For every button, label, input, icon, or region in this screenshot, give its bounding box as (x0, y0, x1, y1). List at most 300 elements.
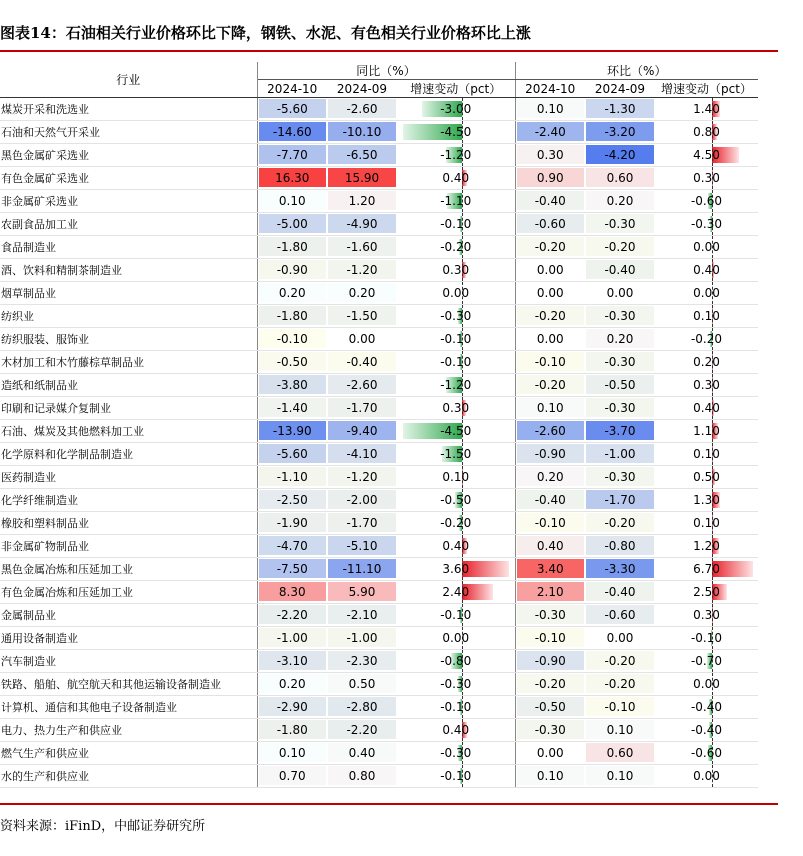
table-row (0, 489, 758, 512)
yoy-10-cell (257, 627, 327, 650)
yoy-change-header: 增速变动（pct） (397, 80, 515, 98)
industry-cell: 非金属矿物制品业 (0, 535, 257, 558)
yoy-10-cell (257, 328, 327, 351)
mom-chg-cell (655, 719, 758, 742)
cell-value: -0.40 (346, 355, 378, 369)
cell-value: 0.30 (442, 401, 470, 415)
yoy-chg-cell (397, 374, 515, 397)
table-row (0, 305, 758, 328)
cell-value: -1.20 (346, 470, 378, 484)
cell-value: 0.00 (693, 286, 720, 300)
cell-value: -0.90 (276, 263, 308, 277)
yoy-10-cell (257, 374, 327, 397)
industry-cell: 烟草制品业 (0, 282, 257, 305)
cell-value: -1.70 (346, 401, 378, 415)
cell-value: -0.20 (604, 654, 636, 668)
cell-value: -1.70 (604, 493, 636, 507)
cell-value: -1.50 (346, 309, 378, 323)
cell-value: 0.80 (693, 125, 720, 139)
cell-value: 0.40 (536, 539, 564, 553)
yoy-2024-09-header: 2024-09 (327, 80, 397, 98)
cell-value: 5.90 (348, 585, 376, 599)
cell-value: 0.50 (348, 677, 376, 691)
mom-chg-cell (655, 397, 758, 420)
yoy-10-cell (257, 420, 327, 443)
mom-10-cell (515, 236, 585, 259)
mom-chg-cell (655, 466, 758, 489)
cell-value: 0.50 (693, 470, 720, 484)
yoy-10-cell (257, 604, 327, 627)
cell-value: -3.10 (276, 654, 308, 668)
yoy-10-cell (257, 489, 327, 512)
cell-value: 0.10 (693, 309, 720, 323)
mom-chg-cell (655, 328, 758, 351)
cell-value: -0.10 (604, 700, 636, 714)
cell-value: -2.40 (534, 125, 566, 139)
industry-cell: 有色金属冶炼和压延加工业 (0, 581, 257, 604)
mom-10-cell (515, 282, 585, 305)
cell-value: 0.00 (693, 769, 720, 783)
yoy-chg-cell (397, 259, 515, 282)
cell-value: 0.00 (606, 286, 634, 300)
cell-value: -5.10 (346, 539, 378, 553)
cell-value: 0.20 (278, 677, 306, 691)
yoy-10-cell (257, 167, 327, 190)
table-row (0, 259, 758, 282)
yoy-10-cell (257, 696, 327, 719)
mom-10-cell (515, 604, 585, 627)
yoy-chg-cell (397, 581, 515, 604)
mom-10-cell (515, 190, 585, 213)
cell-value: -0.40 (690, 700, 723, 714)
table-row (0, 673, 758, 696)
mom-10-cell (515, 696, 585, 719)
cell-value: -0.50 (276, 355, 308, 369)
cell-value: -0.30 (604, 470, 636, 484)
cell-value: -0.60 (604, 608, 636, 622)
cell-value: 0.10 (278, 194, 306, 208)
cell-value: 0.20 (278, 286, 306, 300)
cell-value: -1.80 (276, 723, 308, 737)
mom-10-cell (515, 650, 585, 673)
cell-value: 0.00 (536, 332, 564, 346)
yoy-10-cell (257, 190, 327, 213)
cell-value: -4.70 (276, 539, 308, 553)
cell-value: -0.30 (440, 677, 472, 691)
cell-value: 1.20 (693, 539, 720, 553)
mom-chg-cell (655, 604, 758, 627)
cell-value: 0.10 (442, 470, 470, 484)
cell-value: 1.10 (693, 424, 720, 438)
mom-09-cell (585, 213, 655, 236)
mom-chg-cell (655, 742, 758, 765)
cell-value: 0.00 (693, 677, 720, 691)
cell-value: -1.50 (440, 447, 472, 461)
yoy-10-cell (257, 765, 327, 788)
mom-09-cell (585, 351, 655, 374)
cell-value: 0.20 (536, 470, 564, 484)
industry-cell: 纺织业 (0, 305, 257, 328)
cell-value: -10.10 (342, 125, 382, 139)
cell-value: -2.20 (346, 723, 378, 737)
cell-value: 2.40 (442, 585, 470, 599)
cell-value: -0.10 (440, 355, 472, 369)
cell-value: -0.20 (534, 677, 566, 691)
table-row (0, 604, 758, 627)
mom-09-cell (585, 558, 655, 581)
table-body (0, 98, 758, 788)
cell-value: -1.70 (346, 516, 378, 530)
cell-value: -1.80 (276, 309, 308, 323)
mom-header: 环比（%） (515, 62, 758, 80)
cell-value: 0.40 (693, 263, 720, 277)
cell-value: -3.80 (276, 378, 308, 392)
mom-10-cell (515, 765, 585, 788)
cell-value: -5.00 (276, 217, 308, 231)
yoy-09-cell (327, 351, 397, 374)
industry-cell: 金属制品业 (0, 604, 257, 627)
cell-value: -1.30 (604, 102, 636, 116)
industry-cell: 木材加工和木竹藤棕草制品业 (0, 351, 257, 374)
yoy-10-cell (257, 236, 327, 259)
cell-value: -0.40 (604, 585, 636, 599)
mom-09-cell (585, 627, 655, 650)
table-row (0, 282, 758, 305)
mom-chg-cell (655, 144, 758, 167)
cell-value: -1.80 (276, 240, 308, 254)
yoy-09-cell (327, 604, 397, 627)
cell-value: -2.90 (276, 700, 308, 714)
yoy-chg-cell (397, 512, 515, 535)
cell-value: 0.10 (606, 723, 634, 737)
cell-value: -0.10 (440, 769, 472, 783)
cell-value: -3.30 (604, 562, 636, 576)
cell-value: -1.60 (346, 240, 378, 254)
cell-value: -0.60 (690, 194, 723, 208)
yoy-chg-cell (397, 190, 515, 213)
mom-09-cell (585, 604, 655, 627)
cell-value: -0.90 (534, 447, 566, 461)
yoy-chg-cell (397, 236, 515, 259)
mom-09-cell (585, 719, 655, 742)
cell-value: -0.30 (440, 309, 472, 323)
cell-value: 0.10 (606, 769, 634, 783)
mom-chg-cell (655, 765, 758, 788)
cell-value: -0.50 (604, 378, 636, 392)
industry-cell: 酒、饮料和精制茶制造业 (0, 259, 257, 282)
cell-value: 3.40 (536, 562, 564, 576)
cell-value: -0.10 (440, 700, 472, 714)
table-row (0, 121, 758, 144)
yoy-09-cell (327, 765, 397, 788)
yoy-chg-cell (397, 167, 515, 190)
price-table (0, 62, 758, 788)
mom-09-cell (585, 236, 655, 259)
table-row (0, 742, 758, 765)
cell-value: 0.00 (536, 263, 564, 277)
industry-cell: 石油、煤炭及其他燃料加工业 (0, 420, 257, 443)
yoy-09-cell (327, 489, 397, 512)
cell-value: 0.30 (442, 263, 470, 277)
cell-value: -0.20 (534, 240, 566, 254)
mom-10-cell (515, 535, 585, 558)
cell-value: -0.20 (604, 677, 636, 691)
yoy-09-cell (327, 558, 397, 581)
table-row (0, 535, 758, 558)
cell-value: 0.00 (536, 746, 564, 760)
industry-cell: 铁路、船舶、航空航天和其他运输设备制造业 (0, 673, 257, 696)
table-row (0, 765, 758, 788)
cell-value: 1.30 (693, 493, 720, 507)
mom-chg-cell (655, 305, 758, 328)
cell-value: -2.10 (346, 608, 378, 622)
yoy-chg-cell (397, 719, 515, 742)
mom-chg-cell (655, 98, 758, 121)
mom-10-cell (515, 558, 585, 581)
industry-cell: 黑色金属矿采选业 (0, 144, 257, 167)
cell-value: 0.10 (693, 516, 720, 530)
cell-value: 0.10 (536, 102, 564, 116)
cell-value: 0.10 (278, 746, 306, 760)
yoy-chg-cell (397, 397, 515, 420)
cell-value: -6.50 (346, 148, 378, 162)
industry-cell: 通用设备制造业 (0, 627, 257, 650)
cell-value: -4.20 (604, 148, 636, 162)
yoy-09-cell (327, 650, 397, 673)
mom-10-cell (515, 673, 585, 696)
cell-value: 0.30 (693, 608, 720, 622)
industry-cell: 计算机、通信和其他电子设备制造业 (0, 696, 257, 719)
mom-chg-cell (655, 581, 758, 604)
industry-cell: 燃气生产和供应业 (0, 742, 257, 765)
cell-value: -4.10 (346, 447, 378, 461)
yoy-09-cell (327, 305, 397, 328)
cell-value: -1.10 (276, 470, 308, 484)
yoy-09-cell (327, 190, 397, 213)
yoy-10-cell (257, 282, 327, 305)
yoy-10-cell (257, 650, 327, 673)
mom-10-cell (515, 144, 585, 167)
mom-chg-cell (655, 167, 758, 190)
cell-value: 0.00 (442, 286, 470, 300)
mom-10-cell (515, 742, 585, 765)
mom-09-cell (585, 765, 655, 788)
industry-cell: 印刷和记录媒介复制业 (0, 397, 257, 420)
title-divider (0, 50, 778, 52)
cell-value: -2.20 (276, 608, 308, 622)
cell-value: 0.40 (693, 401, 720, 415)
table-row (0, 374, 758, 397)
cell-value: -0.10 (534, 631, 566, 645)
cell-value: -0.30 (604, 401, 636, 415)
yoy-chg-cell (397, 282, 515, 305)
cell-value: -0.10 (440, 332, 472, 346)
mom-09-cell (585, 328, 655, 351)
industry-cell: 非金属矿采选业 (0, 190, 257, 213)
table-row (0, 719, 758, 742)
yoy-chg-cell (397, 98, 515, 121)
yoy-09-cell (327, 259, 397, 282)
cell-value: 0.10 (693, 447, 720, 461)
yoy-10-cell (257, 512, 327, 535)
yoy-chg-cell (397, 558, 515, 581)
cell-value: -0.30 (534, 723, 566, 737)
cell-value: -0.20 (534, 378, 566, 392)
mom-09-cell (585, 397, 655, 420)
yoy-10-cell (257, 558, 327, 581)
yoy-09-cell (327, 673, 397, 696)
mom-10-cell (515, 213, 585, 236)
table-row (0, 581, 758, 604)
yoy-10-cell (257, 742, 327, 765)
table-row (0, 558, 758, 581)
cell-value: 0.20 (606, 194, 634, 208)
mom-chg-cell (655, 259, 758, 282)
table-title: 图表14：石油相关行业价格环比下降，钢铁、水泥、有色相关行业价格环比上涨 (0, 24, 531, 42)
cell-value: 0.00 (693, 240, 720, 254)
cell-value: -0.50 (534, 700, 566, 714)
cell-value: -0.20 (690, 332, 723, 346)
yoy-09-cell (327, 581, 397, 604)
cell-value: -3.00 (440, 102, 472, 116)
cell-value: -0.30 (604, 355, 636, 369)
yoy-chg-cell (397, 121, 515, 144)
cell-value: -3.70 (604, 424, 636, 438)
yoy-chg-cell (397, 650, 515, 673)
mom-chg-cell (655, 558, 758, 581)
table-row (0, 213, 758, 236)
table-row (0, 98, 758, 121)
cell-value: -0.30 (440, 746, 472, 760)
mom-10-cell (515, 466, 585, 489)
cell-value: -1.90 (276, 516, 308, 530)
mom-09-cell (585, 282, 655, 305)
yoy-10-cell (257, 673, 327, 696)
cell-value: 1.20 (348, 194, 376, 208)
mom-09-cell (585, 190, 655, 213)
yoy-10-cell (257, 719, 327, 742)
yoy-10-cell (257, 351, 327, 374)
industry-cell: 食品制造业 (0, 236, 257, 259)
mom-chg-cell (655, 282, 758, 305)
cell-value: -7.50 (276, 562, 308, 576)
mom-10-cell (515, 351, 585, 374)
yoy-10-cell (257, 259, 327, 282)
cell-value: -9.40 (346, 424, 378, 438)
table-row (0, 627, 758, 650)
mom-09-cell (585, 673, 655, 696)
mom-chg-cell (655, 650, 758, 673)
industry-cell: 汽车制造业 (0, 650, 257, 673)
cell-value: 0.00 (348, 332, 376, 346)
yoy-09-cell (327, 627, 397, 650)
table-row (0, 190, 758, 213)
cell-value: -4.50 (440, 125, 472, 139)
table-row (0, 236, 758, 259)
cell-value: -13.90 (272, 424, 312, 438)
mom-chg-cell (655, 351, 758, 374)
cell-value: 0.70 (278, 769, 306, 783)
yoy-chg-cell (397, 328, 515, 351)
table-row (0, 351, 758, 374)
industry-cell: 电力、热力生产和供应业 (0, 719, 257, 742)
cell-value: -2.00 (346, 493, 378, 507)
table-row (0, 328, 758, 351)
mom-chg-cell (655, 374, 758, 397)
cell-value: -1.00 (276, 631, 308, 645)
yoy-chg-cell (397, 742, 515, 765)
mom-chg-cell (655, 443, 758, 466)
yoy-10-cell (257, 305, 327, 328)
cell-value: 0.00 (606, 631, 634, 645)
cell-value: 0.40 (442, 539, 470, 553)
cell-value: -1.20 (440, 378, 472, 392)
cell-value: -0.60 (690, 746, 723, 760)
table-row (0, 144, 758, 167)
cell-value: -1.10 (440, 194, 472, 208)
mom-09-cell (585, 742, 655, 765)
mom-09-cell (585, 696, 655, 719)
cell-value: 0.20 (348, 286, 376, 300)
cell-value: -0.20 (604, 240, 636, 254)
mom-10-cell (515, 443, 585, 466)
mom-chg-cell (655, 535, 758, 558)
mom-change-header: 增速变动（pct） (655, 80, 758, 98)
cell-value: 0.20 (693, 355, 720, 369)
table-row (0, 466, 758, 489)
yoy-chg-cell (397, 351, 515, 374)
cell-value: 0.60 (606, 171, 634, 185)
cell-value: 15.90 (344, 171, 380, 185)
cell-value: -0.60 (534, 217, 566, 231)
mom-09-cell (585, 98, 655, 121)
cell-value: 16.30 (275, 171, 310, 185)
industry-cell: 石油和天然气开采业 (0, 121, 257, 144)
cell-value: 2.50 (693, 585, 720, 599)
mom-10-cell (515, 627, 585, 650)
industry-cell: 黑色金属冶炼和压延加工业 (0, 558, 257, 581)
cell-value: -2.30 (346, 654, 378, 668)
cell-value: -4.50 (440, 424, 472, 438)
table-row (0, 420, 758, 443)
source-note: 资料来源：iFinD，中邮证券研究所 (0, 819, 206, 834)
industry-cell: 水的生产和供应业 (0, 765, 257, 788)
mom-09-cell (585, 259, 655, 282)
cell-value: -0.20 (534, 309, 566, 323)
mom-09-cell (585, 374, 655, 397)
cell-value: -3.20 (604, 125, 636, 139)
cell-value: -0.40 (604, 263, 636, 277)
cell-value: 0.30 (693, 378, 720, 392)
cell-value: -5.60 (276, 102, 308, 116)
mom-09-cell (585, 512, 655, 535)
table-row (0, 397, 758, 420)
cell-value: -0.10 (440, 217, 472, 231)
industry-cell: 纺织服装、服饰业 (0, 328, 257, 351)
mom-chg-cell (655, 121, 758, 144)
mom-09-cell (585, 466, 655, 489)
mom-10-cell (515, 397, 585, 420)
cell-value: -2.50 (276, 493, 308, 507)
cell-value: -2.60 (534, 424, 566, 438)
yoy-chg-cell (397, 213, 515, 236)
cell-value: 8.30 (278, 585, 306, 599)
cell-value: -4.90 (346, 217, 378, 231)
yoy-09-cell (327, 144, 397, 167)
industry-cell: 化学原料和化学制品制造业 (0, 443, 257, 466)
yoy-09-cell (327, 420, 397, 443)
mom-10-cell (515, 305, 585, 328)
